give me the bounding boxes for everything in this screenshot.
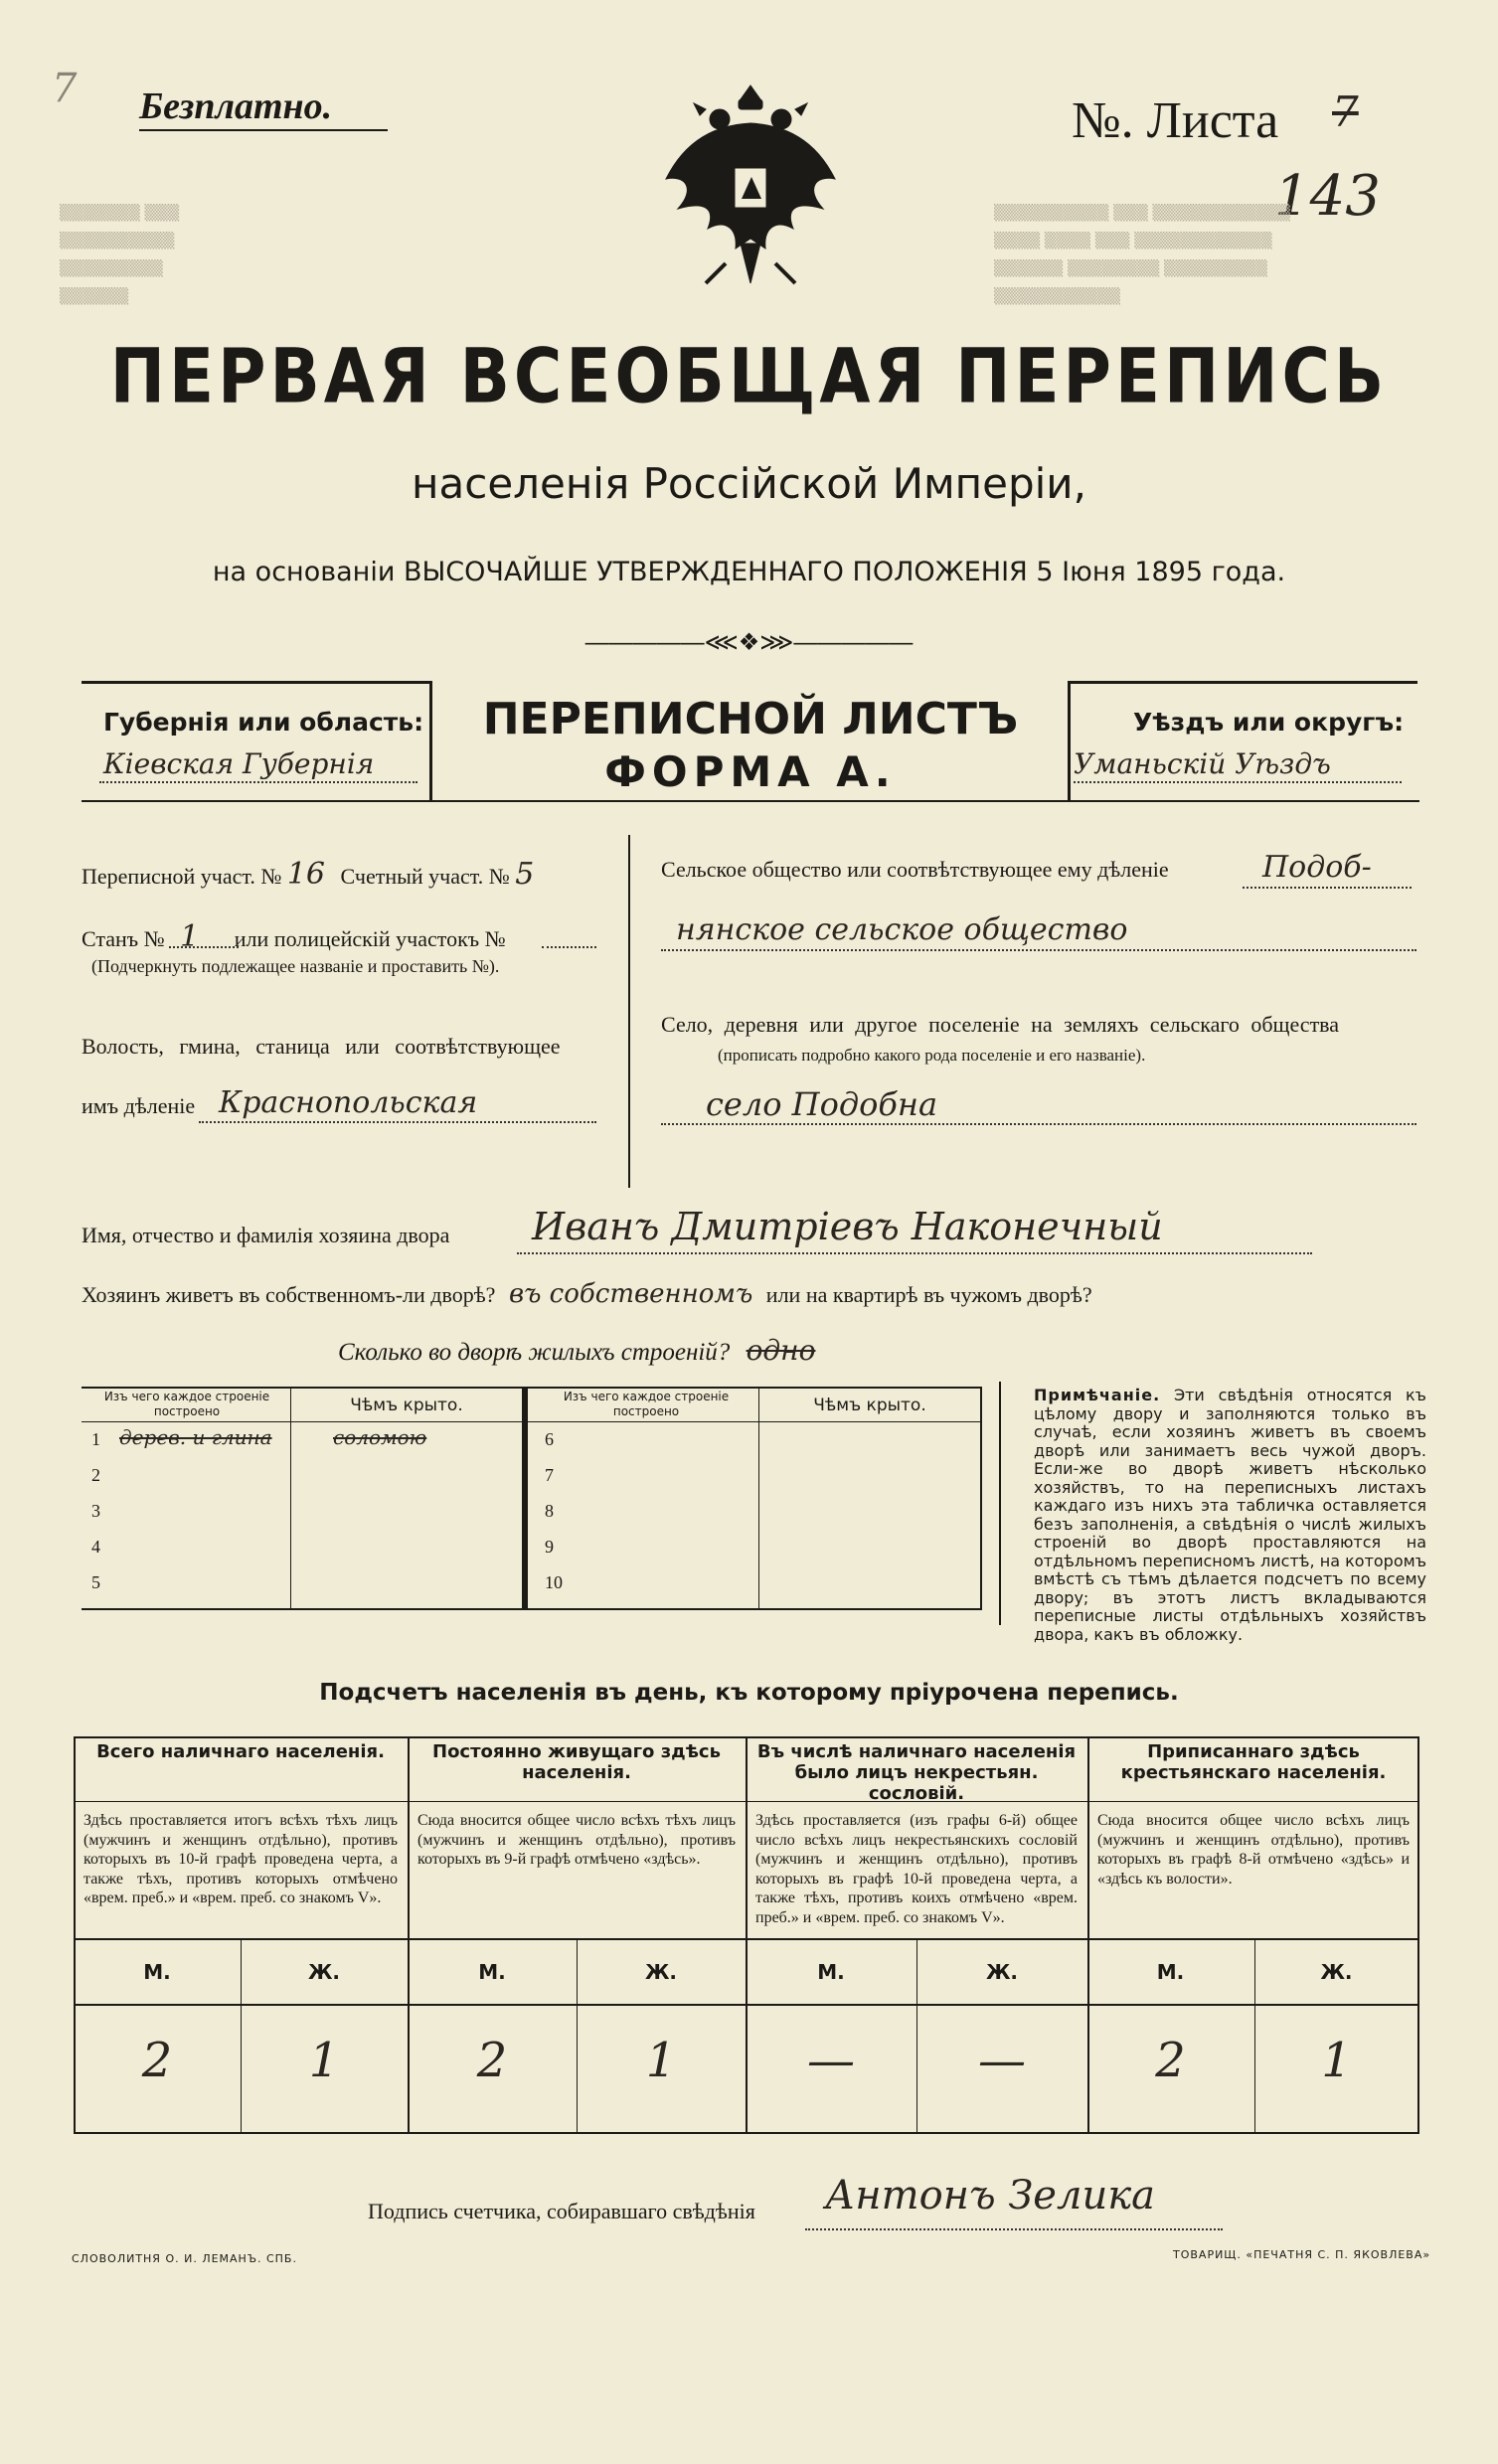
- building-row-number: 10: [545, 1572, 563, 1592]
- buildings-note: [1034, 1387, 1426, 1644]
- sheet-number-label: №. Листа: [1072, 92, 1279, 149]
- double-headed-eagle-emblem: [646, 80, 855, 298]
- population-column-title: Всего наличнаго населенія.: [96, 1741, 385, 1762]
- village-label: Село, деревня или другое поселеніе на земляхъ сельскаго общества: [661, 1012, 1340, 1037]
- printer-right: ТОВАРИЩ. «ПЕЧАТНЯ С. П. ЯКОВЛЕВА»: [1173, 2248, 1431, 2261]
- free-label: Безплатно.: [139, 85, 333, 127]
- owner-lives-row: [82, 1279, 1092, 1309]
- population-male-header: М.: [478, 1960, 506, 1984]
- building-row-number: 5: [91, 1572, 100, 1592]
- population-column-title: Въ числѣ наличнаго населенія было лицъ некрестьян. сословій.: [756, 1741, 1077, 1804]
- population-male-value: —: [807, 2033, 855, 2088]
- population-column-title: Приписаннаго здѣсь крестьянскаго населенія.: [1120, 1741, 1387, 1783]
- signature-label: Подпись счетчика, собиравшаго свѣдѣнія: [368, 2199, 755, 2223]
- population-male-value: 2: [141, 2033, 173, 2088]
- society-value-2: нянское сельское общество: [676, 912, 1128, 947]
- stan-value: 1: [180, 919, 200, 954]
- population-female-header: Ж.: [307, 1960, 341, 1984]
- building-row-material: дерев. и глина: [119, 1425, 272, 1449]
- village-note: (прописать подробно какого рода поселеніе и его названіе).: [718, 1046, 1146, 1065]
- population-female-header: Ж.: [985, 1960, 1019, 1984]
- building-row-number: 9: [545, 1537, 554, 1557]
- building-row-number: 7: [545, 1465, 554, 1485]
- population-female-value: 1: [1321, 2033, 1352, 2088]
- show-through-text-right: ▒▒▒▒▒▒▒▒▒▒ ▒▒▒ ▒▒▒▒▒▒▒▒▒▒▒▒ ▒▒▒▒ ▒▒▒▒ ▒▒▒ ▒▒▒▒▒▒▒▒▒▒▒▒ ▒▒▒▒▒▒ ▒▒▒▒▒▒▒▒ ▒▒▒▒▒▒▒▒▒ ▒▒▒▒▒▒▒▒▒▒▒: [994, 204, 1290, 305]
- sheet-number-value: 7: [1332, 87, 1359, 136]
- society-label: Сельское общество или соотвѣтствующее ему дѣленіе: [661, 857, 1169, 882]
- building-row-number: 4: [91, 1537, 100, 1557]
- right-col-material-header: Изъ чего каждое строеніе построено: [563, 1390, 730, 1418]
- owner-rent-label: или на квартирѣ въ чужомъ дворѣ?: [765, 1282, 1092, 1307]
- page-number-handwritten: 143: [1274, 164, 1381, 229]
- province-value: Кіевская Губернія: [103, 747, 375, 780]
- population-column-desc: Сюда вносится общее число всѣхъ лицъ (мужчинъ и женщинъ отдѣльно), противъ которыхъ въ графѣ 8-й отмѣчено «здѣсь» и «здѣсь къ волости».: [1097, 1812, 1410, 1888]
- buildings-count-label: Сколько во дворѣ жилыхъ строеній?: [338, 1339, 731, 1366]
- population-female-value: —: [978, 2033, 1026, 2088]
- volost-value: Краснопольская: [219, 1085, 478, 1120]
- population-female-value: 1: [645, 2033, 677, 2088]
- population-female-value: 1: [308, 2033, 340, 2088]
- population-male-value: 2: [1155, 2033, 1186, 2088]
- volost-label-1: Волость, гмина, станица или соотвѣтствующее: [82, 1034, 561, 1059]
- population-male-header: М.: [817, 1960, 845, 1984]
- population-column-desc: Сюда вносится общее число всѣхъ тѣхъ лицъ (мужчинъ и женщинъ отдѣльно), противъ которыхъ въ 9-й графѣ отмѣчено «здѣсь».: [417, 1812, 736, 1868]
- building-row-number: 2: [91, 1465, 100, 1485]
- census-section-value: 16: [286, 857, 326, 892]
- right-col-roof-header: Чѣмъ крыто.: [813, 1396, 926, 1415]
- population-male-header: М.: [1156, 1960, 1185, 1984]
- left-col-roof-header: Чѣмъ крыто.: [350, 1396, 463, 1415]
- population-male-value: 2: [476, 2033, 508, 2088]
- form-title: ПЕРЕПИСНОЙ ЛИСТЪ: [482, 694, 1019, 744]
- count-section-label: Счетный участ. №: [340, 864, 510, 889]
- volost-label-2: имъ дѣленіе: [82, 1093, 196, 1118]
- buildings-count-value: одно: [746, 1334, 816, 1367]
- population-heading: Подсчетъ населенія въ день, къ которому пріурочена перепись.: [319, 1680, 1179, 1706]
- building-row-roof: соломою: [333, 1425, 427, 1449]
- owner-name-label: Имя, отчество и фамилія хозяина двора: [82, 1223, 450, 1247]
- owner-lives-label: Хозяинъ живетъ въ собственномъ-ли дворѣ?: [82, 1282, 496, 1307]
- population-column-desc: Здѣсь проставляется итогъ всѣхъ тѣхъ лицъ (мужчинъ и женщинъ отдѣльно), противъ которыхъ въ 10-й графѣ проведена черта, а также тѣхъ, противъ которыхъ отмѣчено «врем. преб.» и «врем. преб. со знакомъ V».: [83, 1812, 398, 1906]
- population-male-header: М.: [143, 1960, 171, 1984]
- show-through-text: ▒▒▒▒▒▒▒ ▒▒▒ ▒▒▒▒▒▒▒▒▒▒ ▒▒▒▒▒▒▒▒▒ ▒▒▒▒▒▒: [60, 204, 180, 305]
- underline-note: (Подчеркнуть подлежащее названіе и проставить №).: [91, 956, 500, 976]
- population-female-header: Ж.: [1320, 1960, 1353, 1984]
- building-row-number: 1: [91, 1429, 100, 1449]
- stan-row: [82, 919, 506, 954]
- building-row-number: 8: [545, 1501, 554, 1521]
- main-title: ПЕРВАЯ ВСЕОБЩАЯ ПЕРЕПИСЬ: [109, 332, 1389, 420]
- corner-pencil-mark: 7: [52, 66, 78, 111]
- owner-name-value: Иванъ Дмитріевъ Наконечный: [532, 1205, 1163, 1248]
- count-section-value: 5: [515, 857, 535, 892]
- owner-lives-value: въ собственномъ: [508, 1279, 753, 1309]
- population-column-title: Постоянно живущаго здѣсь населенія.: [432, 1741, 721, 1783]
- form-subtitle: ФОРМА А.: [604, 747, 897, 796]
- census-section-row: [82, 857, 534, 892]
- population-column-desc: Здѣсь проставляется (изъ графы 6-й) общее число всѣхъ лицъ некрестьянскихъ сословій (мужчинъ и женщинъ отдѣльно), противъ которыхъ въ графѣ 10-й проведена черта, а также тѣхъ, противъ коихъ отмѣчено «врем. преб.» и «врем. преб. со знакомъ V».: [755, 1812, 1078, 1926]
- village-value: село Подобна: [706, 1085, 938, 1123]
- ornament-divider: ―――――⋘❖⋙―――――: [584, 628, 914, 656]
- signature-value: Антонъ Зелика: [825, 2173, 1155, 2218]
- legal-basis: на основаніи ВЫСОЧАЙШЕ УТВЕРЖДЕННАГО ПОЛОЖЕНІЯ 5 Іюня 1895 года.: [212, 557, 1286, 587]
- buildings-note-title: Примѣчаніе.: [1034, 1386, 1161, 1404]
- census-section-label: Переписной участ. №: [82, 864, 282, 889]
- district-value: Уманьскій Уѣздъ: [1074, 747, 1331, 780]
- police-label: или полицейскій участокъ №: [234, 926, 506, 951]
- society-value-1: Подоб-: [1262, 850, 1372, 885]
- subtitle: населенія Россійской Имперіи,: [412, 459, 1086, 508]
- population-female-header: Ж.: [644, 1960, 678, 1984]
- province-label: Губернія или область:: [103, 708, 424, 737]
- printer-left: СЛОВОЛИТНЯ О. И. ЛЕМАНЪ. СПБ.: [72, 2252, 297, 2265]
- stan-label: Станъ №: [82, 926, 165, 951]
- building-row-number: 3: [91, 1501, 100, 1521]
- left-col-material-header: Изъ чего каждое строеніе построено: [103, 1390, 270, 1418]
- building-row-number: 6: [545, 1429, 554, 1449]
- buildings-note-text: Эти свѣдѣнія относятся къ цѣлому двору и заполняются только въ случаѣ, если хозяинъ живетъ въ своемъ дворѣ или занимаетъ весь чужой дворъ. Если-же во дворѣ живетъ нѣсколько хозяйствъ, то на переписныхъ листахъ каждаго изъ нихъ эта табличка оставляется безъ заполненія, а свѣдѣнія о числѣ жилыхъ строеній во дворѣ проставляются на отдѣльномъ переписномъ листѣ, на которомъ вмѣстѣ съ тѣмъ дѣлается подсчетъ по всему двору; въ этотъ листъ вкладываются переписные листы отдѣльныхъ хозяйствъ двора, какъ въ обложку.: [1034, 1386, 1426, 1644]
- district-label: Уѣздъ или округъ:: [1133, 708, 1405, 737]
- buildings-count-row: [338, 1334, 815, 1367]
